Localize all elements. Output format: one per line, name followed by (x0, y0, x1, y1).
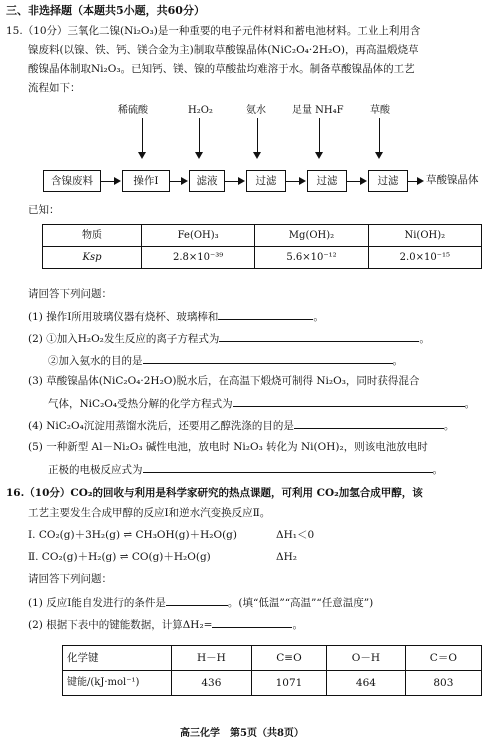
flow-arrow-3 (238, 177, 245, 185)
flow-connector-1 (101, 181, 115, 182)
table-cell: 物质 (43, 225, 142, 247)
table-cell: Ni(OH)₂ (368, 225, 481, 247)
flow-connector-3 (225, 181, 239, 182)
q15-sub1: (1) 操作Ⅰ所用玻璃仪器有烧杯、玻璃棒和 。 (28, 308, 324, 324)
q15-sub2a: (2) ①加入H₂O₂发生反应的离子方程式为 。 (28, 330, 430, 346)
q15-sub3-text: 气体，NiC₂O₄受热分解的化学方程式为 (48, 398, 233, 410)
arrow-line-3 (257, 118, 258, 152)
arrow-head-2 (195, 152, 203, 159)
table-cell: C＝O (405, 646, 481, 671)
q15-sub2b: ②加入氨水的目的是 。 (48, 352, 403, 368)
flow-product: 草酸镍晶体 (426, 174, 479, 186)
flow-box-nickel-waste: 含镍废料 (43, 170, 101, 192)
q15-sub4: (4) NiC₂O₄沉淀用蒸馏水洗后，还要用乙醇洗涤的目的是 。 (28, 417, 454, 433)
q16-sub2: (2) 根据下表中的键能数据，计算ΔH₂= 。 (28, 616, 303, 632)
q15-sub4-text: (4) NiC₂O₄沉淀用蒸馏水洗后，还要用乙醇洗涤的目的是 (28, 420, 294, 432)
q15-intro-line2: 镍废料(以镍、铁、钙、镁合金为主)制取草酸镍晶体(NiC₂O₄·2H₂O)，再高温煅烧草 (28, 44, 419, 56)
arrow-line-1 (142, 118, 143, 152)
flow-box-operation-1: 操作Ⅰ (122, 170, 170, 192)
reagent-nh4f: 足量 NH₄F (292, 105, 344, 116)
flow-box-filter-3: 过滤 (368, 170, 408, 192)
q16-intro-line2: 工艺主要发生合成甲醇的反应Ⅰ和逆水汽变换反应Ⅱ。 (28, 507, 271, 519)
q15-intro-line4: 流程如下： (28, 82, 81, 94)
answer-blank[interactable] (294, 417, 444, 429)
reagent-ammonia: 氨水 (246, 105, 266, 116)
answer-blank[interactable] (212, 616, 292, 628)
section-title: 三、非选择题（本题共5小题，共60分） (6, 4, 205, 17)
reaction-1-enthalpy: ΔH₁＜0 (276, 529, 315, 541)
flow-box-filter-2: 过滤 (307, 170, 347, 192)
flow-arrow-4 (299, 177, 306, 185)
answer-blank[interactable] (218, 308, 313, 320)
flow-connector-5 (347, 181, 361, 182)
table-cell: C≡O (251, 646, 326, 671)
table-row (43, 225, 482, 247)
arrow-line-5 (379, 118, 380, 152)
flow-arrow-1 (114, 177, 121, 185)
table-cell: 键能/(kJ·mol⁻¹) (63, 671, 172, 696)
q15-sub5-line1: (5) 一种新型 Al－Ni₂O₃ 碱性电池，放电时 Ni₂O₃ 转化为 Ni(OH)₂，则该电池放电时 (28, 441, 428, 453)
q15-sub1-text: (1) 操作Ⅰ所用玻璃仪器有烧杯、玻璃棒和 (28, 311, 219, 323)
q15-sub5-text: 正极的电极反应式为 (48, 464, 143, 476)
table-cell: O－H (327, 646, 406, 671)
answer-blank[interactable] (166, 594, 228, 606)
flow-arrow-2 (181, 177, 188, 185)
table-row (43, 247, 482, 269)
arrow-head-5 (375, 152, 383, 159)
table-cell: 1071 (251, 671, 326, 696)
known-label: 已知： (28, 204, 60, 216)
arrow-head-1 (138, 152, 146, 159)
answer-blank[interactable] (219, 330, 419, 342)
arrow-line-2 (199, 118, 200, 152)
table-cell: 化学键 (63, 646, 172, 671)
table-cell: H－H (172, 646, 252, 671)
table-cell: 2.0×10⁻¹⁵ (368, 247, 481, 269)
table-cell: 436 (172, 671, 252, 696)
q16-sub2-text: (2) 根据下表中的键能数据，计算ΔH₂= (28, 619, 213, 631)
q15-sub2b-text: ②加入氨水的目的是 (48, 355, 143, 367)
q15-answer-prompt: 请回答下列问题： (28, 288, 112, 300)
flow-box-filtrate: 滤液 (189, 170, 225, 192)
arrow-head-3 (253, 152, 261, 159)
reagent-h2o2: H₂O₂ (188, 105, 213, 116)
q16-intro-line1: 16.（10分）CO₂的回收与利用是科学家研究的热点课题，可利用 CO₂加氢合成甲醇，该 (6, 487, 423, 499)
flow-arrow-6 (417, 177, 424, 185)
table-cell: 464 (327, 671, 406, 696)
q16-sub1 (28, 594, 373, 610)
table-cell: 5.6×10⁻¹² (255, 247, 368, 269)
q16-sub1-hint: 。(填“低温”“高温”“任意温度”) (227, 597, 374, 609)
answer-blank[interactable] (143, 461, 433, 473)
arrow-head-4 (315, 152, 323, 159)
table-cell: 2.8×10⁻³⁹ (142, 247, 255, 269)
ksp-table (42, 224, 482, 269)
table-cell: Ksp (43, 247, 142, 269)
q15-intro-line1: 15.（10分）三氧化二镍(Ni₂O₃)是一种重要的电子元件材料和蓄电池材料。工业上利用含 (6, 25, 421, 37)
reaction-1: Ⅰ. CO₂(g)＋3H₂(g) ⇌ CH₃OH(g)＋H₂O(g) (28, 529, 237, 541)
reagent-oxalic-acid: 草酸 (370, 105, 390, 116)
reaction-2-enthalpy: ΔH₂ (276, 551, 297, 563)
q15-sub3-line2: 气体，NiC₂O₄受热分解的化学方程式为 。 (48, 395, 475, 411)
q15-sub3-line1: (3) 草酸镍晶体(NiC₂O₄·2H₂O)脱水后，在高温下煅烧可制得 Ni₂O₃，同时获得混合 (28, 375, 420, 387)
bond-energy-table (62, 645, 482, 696)
table-cell: Mg(OH)₂ (255, 225, 368, 247)
table-cell: 803 (405, 671, 481, 696)
q16-answer-prompt: 请回答下列问题： (28, 573, 112, 585)
reaction-2: Ⅱ. CO₂(g)＋H₂(g) ⇌ CO(g)＋H₂O(g) (28, 551, 211, 563)
flow-box-filter-1: 过滤 (246, 170, 286, 192)
answer-blank[interactable] (233, 395, 465, 407)
page-footer: 高三化学 第5页（共8页） (180, 728, 304, 739)
reagent-dilute-sulfuric-acid: 稀硫酸 (118, 105, 148, 116)
q16-sub1-text: (1) 反应Ⅰ能自发进行的条件是 (28, 597, 166, 609)
flow-connector-4 (286, 181, 300, 182)
flow-arrow-5 (360, 177, 367, 185)
table-cell: Fe(OH)₃ (142, 225, 255, 247)
arrow-line-4 (319, 118, 320, 152)
q15-sub2a-text: (2) ①加入H₂O₂发生反应的离子方程式为 (28, 333, 220, 345)
q15-sub5-line2: 正极的电极反应式为 。 (48, 461, 443, 477)
table-row (63, 646, 482, 671)
answer-blank[interactable] (143, 352, 393, 364)
q15-intro-line3: 酸镍晶体制取Ni₂O₃。已知钙、镁、镍的草酸盐均难溶于水。制备草酸镍晶体的工艺 (28, 63, 415, 75)
table-row (63, 671, 482, 696)
